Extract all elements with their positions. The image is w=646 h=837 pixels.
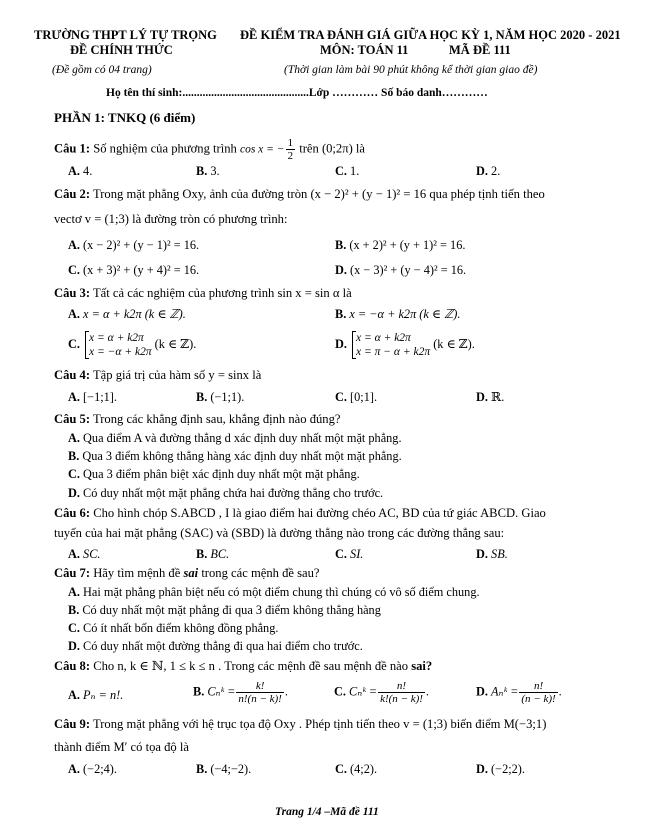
option-d: D. x = α + k2π x = π − α + k2π (k ∈ ℤ). xyxy=(335,332,475,358)
question-9-cont: thành điểm M′ có tọa độ là xyxy=(54,740,189,754)
option-c: C. SI. xyxy=(335,547,364,561)
option-a: A. 4. xyxy=(68,164,93,178)
subject-label: MÔN: TOÁN 11 xyxy=(320,43,409,57)
option-a: A. x = α + k2π (k ∈ ℤ). xyxy=(68,307,186,321)
option-d: D. SB. xyxy=(476,547,508,561)
option-a: A. (x − 2)² + (y − 1)² = 16. xyxy=(68,238,200,252)
question-4: Câu 4: Tập giá trị của hàm số y = sinx là xyxy=(54,368,262,382)
time-note: (Thời gian làm bài 90 phút không kể thời gian giao đề) xyxy=(284,64,538,76)
question-5: Câu 5: Trong các khẳng định sau, khẳng định nào đúng? xyxy=(54,412,341,426)
option-b: B. (−1;1). xyxy=(196,390,245,404)
option-b: B. 3. xyxy=(196,164,220,178)
option-b: B. Qua 3 điểm không thẳng hàng xác định duy nhất một mặt phẳng. xyxy=(68,449,402,463)
page-footer: Trang 1/4 –Mã đề 111 xyxy=(275,806,379,818)
option-d: D. ℝ. xyxy=(476,390,505,404)
question-2: Câu 2: Trong mặt phẳng Oxy, ảnh của đường tròn (x − 2)² + (y − 1)² = 16 qua phép tịnh tiến theo xyxy=(54,187,545,201)
option-d: D. Aₙᵏ = $\frac{n!}{(n - k)!}$ . xyxy=(476,680,562,705)
school-name: TRƯỜNG THPT LÝ TỰ TRỌNG xyxy=(34,28,217,42)
question-1: Câu 1: Số nghiệm của phương trình cos x = − $\frac{1}{2}$ trên (0;2π) là xyxy=(54,137,366,162)
question-9: Câu 9: Trong mặt phẳng với hệ trục tọa độ Oxy . Phép tịnh tiến theo v = (1;3) biến điểm M(−3;1) xyxy=(54,717,547,731)
option-d: D. Có duy nhất một đường thẳng đi qua hai điểm cho trước. xyxy=(68,639,363,653)
option-d: D. (−2;2). xyxy=(476,762,525,776)
student-info-line: Họ tên thí sinh:............................................Lớp ………… Số báo danh………… xyxy=(106,87,488,99)
question-6-cont: tuyến của hai mặt phẳng (SAC) và (SBD) là đường thẳng nào trong các đường thẳng sau: xyxy=(54,526,505,540)
option-c: C. 1. xyxy=(335,164,360,178)
question-8: Câu 8: Cho n, k ∈ ℕ, 1 ≤ k ≤ n . Trong các mệnh đề sau mệnh đề nào sai? xyxy=(54,659,433,673)
option-a: A. (−2;4). xyxy=(68,762,117,776)
section-title: PHẦN 1: TNKQ (6 điểm) xyxy=(54,110,196,125)
option-d: D. (x − 3)² + (y − 4)² = 16. xyxy=(335,263,467,277)
option-b: B. Có duy nhất một mặt phẳng đi qua 3 điểm không thẳng hàng xyxy=(68,603,381,617)
option-a: A. SC. xyxy=(68,547,101,561)
option-a: A. Pₙ = n!. xyxy=(68,688,124,702)
option-b: B. (x + 2)² + (y + 1)² = 16. xyxy=(335,238,466,252)
option-c: C. (x + 3)² + (y + 4)² = 16. xyxy=(68,263,200,277)
option-c: C. Qua 3 điểm phân biệt xác định duy nhất một mặt phẳng. xyxy=(68,467,360,481)
option-d: D. 2. xyxy=(476,164,501,178)
option-c: C. (4;2). xyxy=(335,762,378,776)
pages-note: (Đề gồm có 04 trang) xyxy=(52,64,152,76)
option-a: A. [−1;1]. xyxy=(68,390,117,404)
option-b: B. BC. xyxy=(196,547,230,561)
question-7: Câu 7: Hãy tìm mệnh đề sai trong các mệnh đề sau? xyxy=(54,566,320,580)
question-3: Câu 3: Tất cả các nghiệm của phương trình sin x = sin α là xyxy=(54,286,352,300)
option-b: B. (−4;−2). xyxy=(196,762,252,776)
option-a: A. Hai mặt phẳng phân biệt nếu có một điểm chung thì chúng có vô số điểm chung. xyxy=(68,585,480,599)
option-c: C. Có ít nhất bốn điểm không đồng phẳng. xyxy=(68,621,279,635)
option-d: D. Có duy nhất một mặt phẳng chứa hai đường thẳng cho trước. xyxy=(68,486,384,500)
official-label: ĐỀ CHÍNH THỨC xyxy=(70,43,173,57)
option-a: A. Qua điểm A và đường thẳng d xác định duy nhất một mặt phẳng. xyxy=(68,431,402,445)
option-c: C. x = α + k2π x = −α + k2π (k ∈ ℤ). xyxy=(68,332,197,358)
exam-title: ĐỀ KIỂM TRA ĐÁNH GIÁ GIỮA HỌC KỲ 1, NĂM HỌC 2020 - 2021 xyxy=(240,28,621,42)
question-2-cont: vectơ v = (1;3) là đường tròn có phương trình: xyxy=(54,212,288,226)
exam-code: MÃ ĐỀ 111 xyxy=(449,43,511,57)
option-b: B. Cₙᵏ = $\frac{k!}{n!(n - k)!}$ . xyxy=(193,680,288,705)
question-6: Câu 6: Cho hình chóp S.ABCD , I là giao điểm hai đường chéo AC, BD của tứ giác ABCD. Giao xyxy=(54,506,546,520)
option-c: C. Cₙᵏ = $\frac{n!}{k!(n - k)!}$ . xyxy=(334,680,429,705)
option-c: C. [0;1]. xyxy=(335,390,378,404)
option-b: B. x = −α + k2π (k ∈ ℤ). xyxy=(335,307,461,321)
